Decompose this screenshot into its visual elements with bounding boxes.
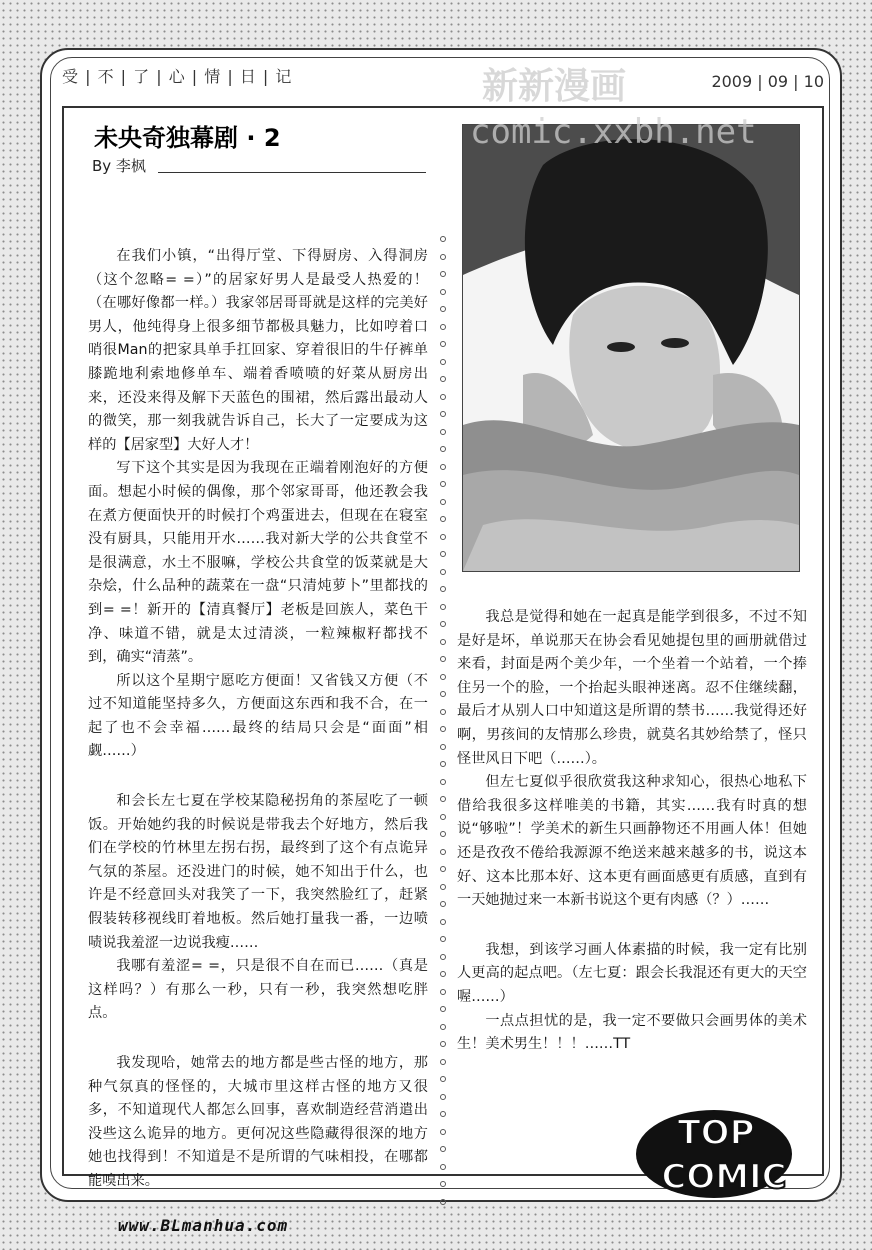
divider-dot: [440, 1129, 446, 1135]
divider-dot: [440, 726, 446, 732]
divider-dot: [440, 1146, 446, 1152]
divider-dot: [440, 394, 446, 400]
issue-date: 2009 | 09 | 10: [711, 72, 824, 91]
paragraph: 我总是觉得和她在一起真是能学到很多，不过不知是好是坏，单说那天在协会看见她提包里的画册就借过来看，封面是两个美少年，一个坐着一个站着，一个捧住另一个的脸，一个抬起头眼神迷离。忍不住继续翻，最后才从别人口中知道这是所谓的禁书……我觉得还好啊，男孩间的友情那么珍贵，就莫名其妙给禁了，怪只怪世风日下吧（……）。: [457, 609, 807, 767]
divider-dot: [440, 376, 446, 382]
divider-dot: [440, 1199, 446, 1205]
divider-dot: [440, 481, 446, 487]
divider-dot: [440, 709, 446, 715]
divider-dot: [440, 236, 446, 242]
divider-dot: [440, 744, 446, 750]
column-divider: [440, 236, 446, 1156]
divider-dot: [440, 464, 446, 470]
divider-dot: [440, 849, 446, 855]
divider-dot: [440, 446, 446, 452]
divider-dot: [440, 989, 446, 995]
divider-dot: [440, 586, 446, 592]
divider-dot: [440, 621, 446, 627]
portrait-photo: [462, 124, 800, 572]
divider-dot: [440, 569, 446, 575]
badge-line2: COMIC: [661, 1157, 787, 1197]
divider-dot: [440, 639, 446, 645]
paragraph: 写下这个其实是因为我现在正端着刚泡好的方便面。想起小时候的偶像，那个邻家哥哥，他还教会我在煮方便面快开的时候打个鸡蛋进去，但现在在寝室没有厨具，只能用开水……我对新大学的公共食堂不是很满意，水土不服嘛，学校公共食堂的饭菜就是大杂烩，什么品种的蔬菜在一盘“只清炖萝卜”里都找的到= =！新开的【清真餐厅】老板是回族人，菜色干净、味道不错，就是太过清淡，一粒辣椒籽都找不到，确实“清蒸”。: [88, 460, 428, 666]
footer-site-url: www.BLmanhua.com: [118, 1216, 289, 1235]
divider-dot: [440, 271, 446, 277]
divider-dot: [440, 1094, 446, 1100]
divider-dot: [440, 324, 446, 330]
divider-dot: [440, 289, 446, 295]
divider-dot: [440, 254, 446, 260]
divider-dot: [440, 1059, 446, 1065]
byline-underline: [158, 172, 426, 173]
paragraph: 和会长左七夏在学校某隐秘拐角的茶屋吃了一顿饭。开始她约我的时候说是带我去个好地方，然后我们在学校的竹林里左拐右拐，最终到了这个有点诡异气氛的茶屋。还没进门的时候，她不知出于什么，也许是不经意回头对我笑了一下，我突然脸红了，赶紧假装转移视线盯着地板。然后她打量我一番，一边喷啧说我羞涩一边说我瘦……: [88, 793, 428, 951]
divider-dot: [440, 499, 446, 505]
divider-dot: [440, 604, 446, 610]
divider-dot: [440, 341, 446, 347]
divider-dot: [440, 884, 446, 890]
divider-dot: [440, 936, 446, 942]
divider-dot: [440, 971, 446, 977]
paragraph: 但左七夏似乎很欣赏我这种求知心，很热心地私下借给我很多这样唯美的书籍，其实……我有时真的想说“够啦”！学美术的新生只画静物还不用画人体！但她还是孜孜不倦给我源源不绝送来越来越多的书，说这本好、这本比那本好、这本更有画面感更有质感，直到有一天她抛过来一本新书说这个更有肉感（？）……: [457, 774, 807, 909]
divider-dot: [440, 1006, 446, 1012]
divider-dot: [440, 1181, 446, 1187]
watermark-url: comic.xxbh.net: [470, 112, 757, 152]
divider-dot: [440, 919, 446, 925]
divider-dot: [440, 656, 446, 662]
divider-dot: [440, 534, 446, 540]
portrait-illustration: [463, 125, 799, 571]
paragraph: 我哪有羞涩= =，只是很不自在而已……（真是这样吗？）有那么一秒，只有一秒，我突然想吃胖点。: [88, 958, 428, 1022]
divider-dot: [440, 551, 446, 557]
divider-dot: [440, 1164, 446, 1170]
divider-dot: [440, 814, 446, 820]
paragraph: 一点点担忧的是，我一定不要做只会画男体的美术生！美术男生！！！……TT: [457, 1012, 807, 1053]
divider-dot: [440, 796, 446, 802]
divider-dot: [440, 831, 446, 837]
divider-dot: [440, 779, 446, 785]
paragraph: 在我们小镇，“出得厅堂、下得厨房、入得洞房（这个忽略= =）”的居家好男人是最受人热爱的！（在哪好像都一样。）我家邻居哥哥就是这样的完美好男人，他纯得身上很多细节都极具魅力，比如哼着口哨很Man的把家具单手扛回家、穿着很旧的牛仔裤单膝跪地利索地修单车、端着香喷喷的好菜从厨房出来，还没来得及解下天蓝色的围裙，然后露出最动人的微笑，那一刻我就告诉自己，长大了一定要成为这样的【居家型】大好人才！: [88, 248, 428, 453]
divider-dot: [440, 901, 446, 907]
divider-dot: [440, 691, 446, 697]
divider-dot: [440, 761, 446, 767]
paragraph: 我发现哈，她常去的地方都是些古怪的地方，那种气氛真的怪怪的，大城市里这样古怪的地方又很多，不知道现代人都怎么回事，喜欢制造经营消遣出没些这么诡异的地方。更何况这些隐藏得很深的地方她也找得到！不知道是不是所谓的气味相投，在哪都能嗅出来。: [88, 1055, 428, 1189]
article-title: 未央奇独幕剧 · 2: [94, 124, 281, 152]
divider-dot: [440, 359, 446, 365]
article-right-column: [457, 606, 807, 1057]
divider-dot: [440, 674, 446, 680]
divider-dot: [440, 1041, 446, 1047]
divider-dot: [440, 954, 446, 960]
watermark-site-name: 新新漫画: [482, 66, 627, 107]
divider-dot: [440, 1024, 446, 1030]
divider-dot: [440, 429, 446, 435]
top-comic-logo: [628, 1100, 810, 1200]
divider-dot: [440, 306, 446, 312]
article-byline: By 李枫: [92, 157, 146, 175]
badge-line1: TOP: [677, 1113, 755, 1153]
divider-dot: [440, 1111, 446, 1117]
divider-dot: [440, 866, 446, 872]
divider-dot: [440, 516, 446, 522]
divider-dot: [440, 411, 446, 417]
top-comic-badge: [628, 1100, 810, 1200]
section-title: 受 | 不 | 了 | 心 | 情 | 日 | 记: [62, 67, 293, 86]
divider-dot: [440, 1076, 446, 1082]
paragraph: 我想，到该学习画人体素描的时候，我一定有比别人更高的起点吧。（左七夏：跟会长我混还有更大的天空喔……）: [457, 941, 807, 1005]
paragraph: 所以这个星期宁愿吃方便面！又省钱又方便（不过不知道能坚持多久，方便面这东西和我不合，在一起了也不会幸福……最终的结局只会是“面面”相觑……）: [88, 672, 428, 760]
article-left-column: [88, 245, 428, 1194]
